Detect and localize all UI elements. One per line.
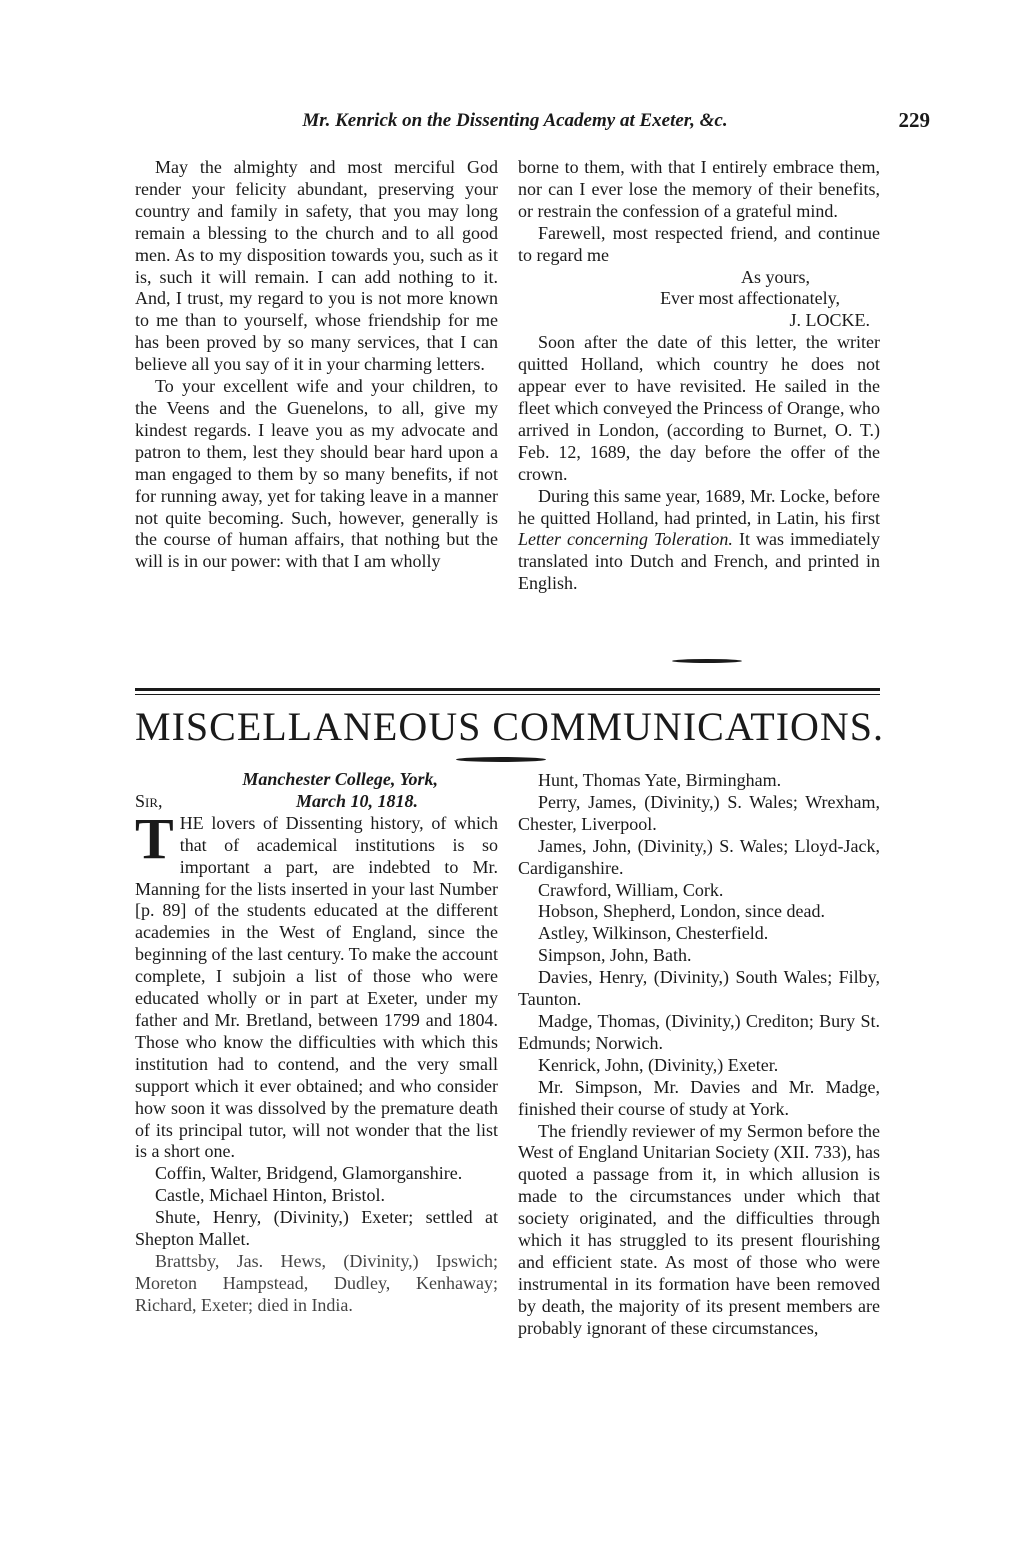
drop-cap: T <box>135 805 174 871</box>
student-entry: Shute, Henry, (Divinity,) Exeter; settled at Shepton Mallet. <box>135 1207 498 1250</box>
student-entry: Brattsby, Jas. Hews, (Divinity,) Ipswich; Moreton Hampstead, Dudley, Kenhaway; Richard, Exeter; died in India. <box>135 1250 498 1315</box>
student-entry: Castle, Michael Hinton, Bristol. <box>155 1185 385 1206</box>
communication-column-left <box>135 769 498 1317</box>
commentary-paragraph-2 <box>518 486 880 596</box>
letter-column-right <box>518 157 880 595</box>
dateline-date: March 10, 1818. <box>295 790 418 811</box>
letter-column-left <box>135 157 498 573</box>
student-entry: Simpson, John, Bath. <box>538 945 692 966</box>
commentary-text-b: It was immediately translated into Dutch and French, and printed in English. <box>518 529 881 594</box>
letter-signature: J. LOCKE. <box>789 310 870 331</box>
letter-closing-2: Ever most affectionately, <box>660 288 840 309</box>
dateline-date-row <box>135 791 498 813</box>
commentary-paragraph-1: Soon after the date of this letter, the writer quitted Holland, which country he does not appear ever to have revisited. He sailed in the fleet which conveyed the Princess of Orange, who arrived in London, (according to Burnet, O. T.) Feb. 12, 1689, the day before the offer of the crown. <box>518 332 880 484</box>
student-entry: Perry, James, (Divinity,) S. Wales; Wrexham, Chester, Liverpool. <box>518 791 880 834</box>
salutation: Sir, <box>135 790 163 811</box>
work-title: Letter concerning Toleration. <box>518 529 733 550</box>
letter-closing-1: As yours, <box>740 266 810 287</box>
letter-farewell: Farewell, most respected friend, and continue to regard me <box>518 222 880 265</box>
student-entry: Hobson, Shepherd, London, since dead. <box>538 901 825 922</box>
page-number: 229 <box>898 108 930 132</box>
student-entry: Davies, Henry, (Divinity,) South Wales; Filby, Taunton. <box>518 967 880 1010</box>
student-entry: James, John, (Divinity,) S. Wales; Lloyd-Jack, Cardiganshire. <box>518 835 880 878</box>
commentary-text-a: During this same year, 1689, Mr. Locke, before he quitted Holland, had printed, in Latin, his first <box>518 485 880 528</box>
student-entry: Kenrick, John, (Divinity,) Exeter. <box>538 1054 779 1075</box>
letter-paragraph-3: borne to them, with that I entirely embrace them, nor can I ever lose the memory of their benefits, or restrain the confession of a grateful mind. <box>518 157 880 221</box>
letter-paragraph-2: To your excellent wife and your children, to the Veens and the Guenelons, to all, give my kindest regards. I leave you as my advocate and patron to them, lest they should bear hard upon a man engaged to them by so many benefits, if not for running away, yet for taking leave in a manner not quite becoming. Such, however, generally is the course of human affairs, that nothing but the will is in our power: with that I am wholly <box>135 376 498 572</box>
student-entry: Hunt, Thomas Yate, Birmingham. <box>538 770 782 790</box>
section-title: MISCELLANEOUS COMMUNICATIONS. <box>135 704 885 749</box>
communication-column-right <box>518 770 880 1340</box>
section-rule-thick <box>135 688 880 691</box>
communication-body <box>135 805 498 1164</box>
study-note: Mr. Simpson, Mr. Davies and Mr. Madge, finished their course of study at York. <box>518 1076 880 1119</box>
dateline-place-row <box>135 769 498 791</box>
student-entry: Crawford, William, Cork. <box>538 879 724 900</box>
section-rule-thin <box>135 694 880 695</box>
running-header: Mr. Kenrick on the Dissenting Academy at Exeter, &c. <box>302 110 728 131</box>
dateline-place: Manchester College, York, <box>242 769 438 789</box>
letter-paragraph-1: May the almighty and most merciful God render your felicity abundant, preserving your country and family in safety, that you may long remain a blessing to the church and to all good men. As to my disposition towards you, such as it is, such it will remain. I can add nothing to it. And, I trust, my regard to you is not more known to me than to yourself, whose friendship for me has been proved by so many services, that I can believe all you say of it in your charming letters. <box>135 157 498 375</box>
student-entry: Astley, Wilkinson, Chesterfield. <box>538 923 769 944</box>
communication-body-text: HE lovers of Dissenting history, of which that of academical institutions is so important a part, are indebted to Mr. Manning for the lists inserted in your last Number [p. 89] of the students educated at the different academies in the West of England, since the beginning of the last century. To make the account complete, I subjoin a list of those who were educated wholly or in part at Exeter, under my father and Mr. Bretland, between 1799 and 1804. Those who know the difficulties with which this institution had to contend, and the very small support which it ever obtained; and who consider how soon it was dissolved by the premature death of its principal tutor, will not wonder that the list is a short one. <box>135 812 498 1162</box>
student-entry: Madge, Thomas, (Divinity,) Crediton; Bury St. Edmunds; Norwich. <box>518 1010 880 1053</box>
closing-paragraph: The friendly reviewer of my Sermon before the West of England Unitarian Society (XII. 733), has quoted a passage from it, in which allusion is made to the circumstances under which that society originated, and the difficulties through which it has struggled to its present flourishing and efficient state. As most of those who were instrumental in its formation have been removed by death, the majority of its present members are probably ignorant of these circumstances, <box>518 1120 880 1338</box>
section-end-ornament <box>672 659 742 663</box>
student-entry: Coffin, Walter, Bridgend, Glamorganshire. <box>155 1163 463 1184</box>
title-ornament <box>456 757 546 762</box>
